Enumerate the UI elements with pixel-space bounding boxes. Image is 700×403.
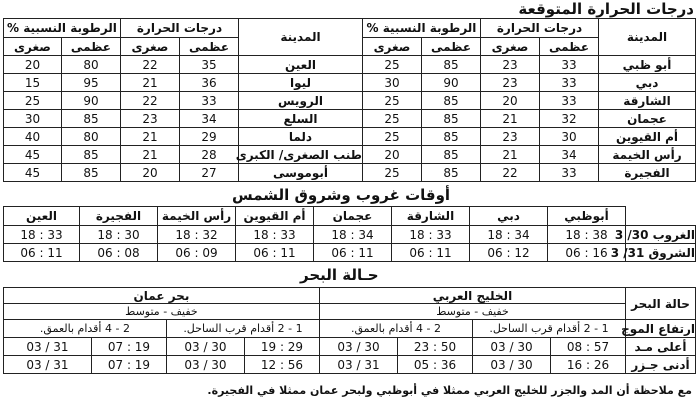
sun-city: دبي	[470, 207, 548, 226]
forecast-row	[3, 92, 695, 110]
sunset-time: 18 : 33	[236, 226, 314, 244]
city-name: دبي	[599, 74, 696, 92]
temp-max: 27	[179, 164, 238, 182]
temp-min: 23	[480, 56, 539, 74]
humidity-max: 85	[61, 146, 120, 164]
humidity-min: 25	[362, 164, 421, 182]
humidity-min: 45	[3, 164, 61, 182]
city-header-right: المدينة	[599, 19, 696, 56]
temp-min: 21	[120, 74, 179, 92]
temp-max: 35	[179, 56, 238, 74]
low-tide-value: 16 : 26	[551, 356, 626, 374]
temp-max: 28	[179, 146, 238, 164]
temp-min: 20	[480, 92, 539, 110]
high-tide-value: 03 / 30	[319, 338, 397, 356]
sunrise-time: 06 : 09	[158, 244, 236, 262]
high-tide-value: 07 : 19	[91, 338, 166, 356]
sea-title: حـالة البحر	[300, 266, 379, 284]
hum-header-right: الرطوبة النسبية %	[362, 19, 480, 38]
sunrise-time: 06 : 11	[4, 244, 80, 262]
oman-wave-deep: 2 - 4 أقدام بالعمق.	[3, 320, 166, 338]
high-tide-value: 03 / 30	[166, 338, 244, 356]
sun-city: الشارقة	[392, 207, 470, 226]
temp-min: 21	[120, 128, 179, 146]
max-header: عظمى	[421, 38, 480, 56]
sunset-time: 18 : 32	[158, 226, 236, 244]
temp-max: 33	[179, 92, 238, 110]
city-name: عجمان	[599, 110, 696, 128]
temp-max: 33	[540, 56, 599, 74]
temp-min: 21	[120, 146, 179, 164]
oman-wave-near: 1 - 2 أقدام قرب الساحل.	[166, 320, 319, 338]
humidity-max: 85	[61, 164, 120, 182]
temp-max: 33	[540, 164, 599, 182]
sun-city: أبوظبي	[548, 207, 626, 226]
sunrise-time: 06 : 11	[392, 244, 470, 262]
low-tide-value: 03 / 31	[3, 356, 91, 374]
high-tide-value: 19 : 29	[244, 338, 319, 356]
humidity-max: 90	[61, 92, 120, 110]
city-name: العين	[238, 56, 362, 74]
low-tide-value: 12 : 56	[244, 356, 319, 374]
temp-max: 30	[540, 128, 599, 146]
sun-city: أم القيوين	[236, 207, 314, 226]
humidity-min: 25	[362, 56, 421, 74]
sun-city: العين	[4, 207, 80, 226]
city-name: دلما	[238, 128, 362, 146]
low-tide-value: 03 / 30	[166, 356, 244, 374]
temp-max: 36	[179, 74, 238, 92]
city-name: أبو ظبي	[599, 56, 696, 74]
humidity-min: 20	[3, 56, 61, 74]
temp-max: 33	[540, 74, 599, 92]
city-name: رأس الخيمة	[599, 146, 696, 164]
min-header: صغرى	[362, 38, 421, 56]
sunset-time: 18 : 34	[314, 226, 392, 244]
forecast-row	[3, 74, 695, 92]
temp-max: 33	[540, 92, 599, 110]
humidity-min: 20	[362, 146, 421, 164]
city-name: ليوا	[238, 74, 362, 92]
sunrise-time: 06 : 11	[236, 244, 314, 262]
city-header-left: المدينة	[238, 19, 362, 56]
humidity-max: 85	[421, 128, 480, 146]
city-name: أم القيوين	[599, 128, 696, 146]
city-name: أبوموسى	[238, 164, 362, 182]
city-name: الفجيرة	[599, 164, 696, 182]
temp-max: 34	[540, 146, 599, 164]
city-name: طنب الصغرى/ الكبرى	[235, 147, 362, 162]
max-header: عظمى	[61, 38, 120, 56]
humidity-max: 85	[421, 110, 480, 128]
footnote: مع ملاحظة أن المد والجزر للخليج العربي ممثلا في أبوظبي ولبحر عمان ممثلا في الفجيرة.	[207, 384, 692, 397]
forecast-row	[3, 56, 695, 74]
gulf-state: خفيف - متوسط	[319, 304, 625, 320]
humidity-max: 85	[421, 56, 480, 74]
min-header: صغرى	[120, 38, 179, 56]
high-tide-value: 03 / 31	[3, 338, 91, 356]
low-tide-value: 03 / 30	[473, 356, 551, 374]
city-name: الرويس	[238, 92, 362, 110]
humidity-min: 25	[362, 128, 421, 146]
sunrise-time: 06 : 11	[314, 244, 392, 262]
sunrise-time: 06 : 16	[548, 244, 626, 262]
oman-state: خفيف - متوسط	[3, 304, 319, 320]
gulf-wave-deep: 2 - 4 أقدام بالعمق.	[319, 320, 472, 338]
temp-min: 22	[120, 92, 179, 110]
humidity-min: 45	[3, 146, 61, 164]
humidity-max: 85	[421, 146, 480, 164]
high-tide-value: 23 : 50	[398, 338, 473, 356]
sunrise-time: 06 : 12	[470, 244, 548, 262]
humidity-min: 25	[362, 92, 421, 110]
sea-state-header: حالة البحر	[626, 288, 696, 320]
humidity-min: 25	[362, 110, 421, 128]
oman-header: بحر عمان	[3, 288, 319, 304]
temp-header-left: درجات الحرارة	[120, 19, 238, 38]
forecast-row	[3, 164, 695, 182]
humidity-max: 85	[61, 110, 120, 128]
hum-header-left: الرطوبة النسبية %	[3, 19, 120, 38]
humidity-max: 95	[61, 74, 120, 92]
sunset-time: 18 : 33	[392, 226, 470, 244]
temp-min: 22	[480, 164, 539, 182]
high-tide-value: 03 / 30	[473, 338, 551, 356]
high-tide-value: 08 : 57	[551, 338, 626, 356]
sunset-time: 18 : 38	[548, 226, 626, 244]
temp-max: 34	[179, 110, 238, 128]
temp-min: 20	[120, 164, 179, 182]
forecast-row	[3, 128, 695, 146]
low-tide-label: أدنى جـزر	[626, 356, 696, 374]
humidity-min: 25	[3, 92, 61, 110]
humidity-max: 90	[421, 74, 480, 92]
humidity-max: 80	[61, 128, 120, 146]
sun-table	[3, 206, 696, 262]
high-tide-label: أعلى مـد	[626, 338, 696, 356]
city-name: الشارقة	[599, 92, 696, 110]
humidity-max: 85	[421, 164, 480, 182]
temp-max: 32	[540, 110, 599, 128]
wave-label: ارتفاع الموج	[621, 321, 695, 336]
max-header: عظمى	[179, 38, 238, 56]
sunset-label: الغروب 30/ 3	[614, 227, 695, 242]
temp-min: 23	[480, 74, 539, 92]
temp-min: 23	[480, 128, 539, 146]
low-tide-value: 05 : 36	[398, 356, 473, 374]
humidity-min: 30	[362, 74, 421, 92]
forecast-row	[3, 146, 695, 164]
sun-title: أوقات غروب وشروق الشمس	[232, 186, 451, 204]
temp-min: 21	[480, 146, 539, 164]
sunset-time: 18 : 33	[4, 226, 80, 244]
sunrise-time: 06 : 08	[80, 244, 158, 262]
sun-city: الفجيرة	[80, 207, 158, 226]
temp-min: 23	[120, 110, 179, 128]
max-header: عظمى	[540, 38, 599, 56]
temp-min: 22	[120, 56, 179, 74]
sea-table	[3, 287, 696, 374]
forecast-table	[3, 18, 696, 182]
humidity-min: 30	[3, 110, 61, 128]
sunset-time: 18 : 34	[470, 226, 548, 244]
low-tide-value: 07 : 19	[91, 356, 166, 374]
humidity-max: 85	[421, 92, 480, 110]
min-header: صغرى	[480, 38, 539, 56]
forecast-title: درجات الحرارة المتوقعة	[518, 0, 694, 18]
sun-corner	[626, 207, 696, 226]
humidity-max: 80	[61, 56, 120, 74]
gulf-wave-near: 1 - 2 أقدام قرب الساحل.	[473, 320, 626, 338]
humidity-min: 40	[3, 128, 61, 146]
low-tide-value: 03 / 31	[319, 356, 397, 374]
temp-header-right: درجات الحرارة	[480, 19, 598, 38]
sun-city: عجمان	[314, 207, 392, 226]
temp-min: 21	[480, 110, 539, 128]
sunrise-label: الشروق 31/ 3	[610, 245, 695, 260]
gulf-header: الخليج العربي	[319, 288, 625, 304]
sunset-time: 18 : 30	[80, 226, 158, 244]
humidity-min: 15	[3, 74, 61, 92]
forecast-row	[3, 110, 695, 128]
min-header: صغرى	[3, 38, 61, 56]
temp-max: 29	[179, 128, 238, 146]
city-name: السلع	[238, 110, 362, 128]
sun-city: رأس الخيمة	[158, 207, 236, 226]
